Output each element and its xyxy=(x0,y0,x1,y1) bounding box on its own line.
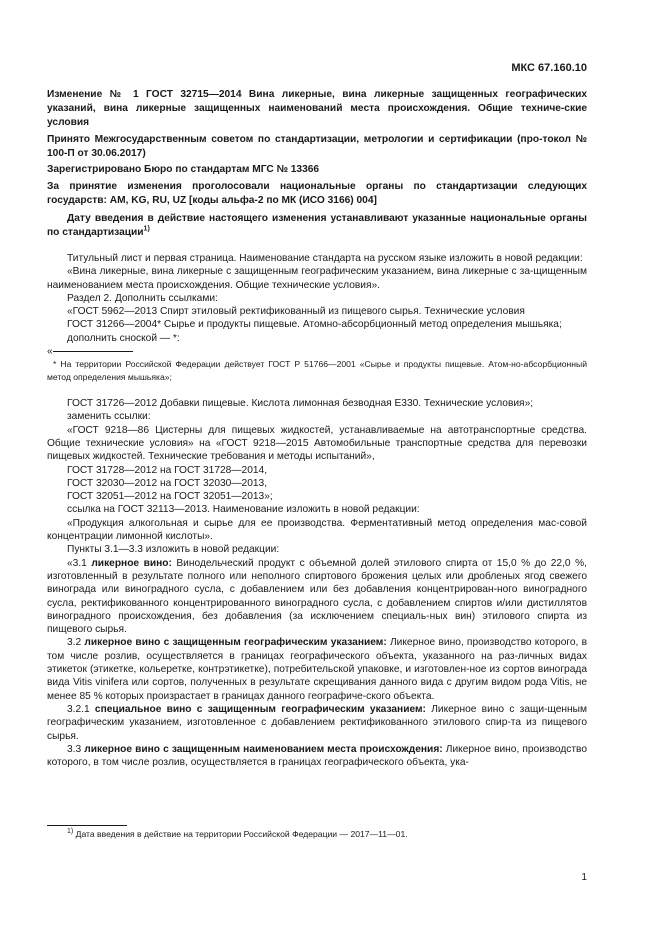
paragraph: Раздел 2. Дополнить ссылками: xyxy=(67,292,218,304)
term-number: 3.2.1 xyxy=(67,703,95,715)
term-name: ликерное вино с защищенным наименованием места происхождения: xyxy=(84,743,443,755)
paragraph: «Вина ликерные, вина ликерные с защищенным географическим указанием, вина ликерные с за-щищенным наименованием места происхождения. Общие технические условия». xyxy=(47,266,587,291)
definition-3-2-1 xyxy=(47,703,587,743)
mks-code: МКС 67.160.10 xyxy=(511,62,587,74)
footnote-separator-line xyxy=(47,825,127,826)
paragraph: «ГОСТ 5962—2013 Спирт этиловый ректификованный из пищевого сырья. Технические условия xyxy=(67,306,525,318)
paragraph: заменить ссылки: xyxy=(67,411,151,423)
adopted-statement: Принято Межгосударственным советом по стандартизации, метрологии и сертификации (про-токол № 100-П от 30.06.2017) xyxy=(47,134,587,159)
footnote-reference: 1) xyxy=(143,225,150,233)
paragraph: дополнить сноской — *: xyxy=(67,332,180,344)
paragraph: «Продукция алкогольная и сырье для ее производства. Ферментативный метод определения мас-совой концентрации лимонной кислоты». xyxy=(47,517,587,543)
term-name: ликерное вино с защищенным географическим указанием: xyxy=(84,637,387,649)
page-footnote xyxy=(67,829,408,839)
term-definition: Ликерное вино, производство которого, в том числе розлив, осуществляется в границах географического объекта, ука- xyxy=(47,743,587,769)
change-title: Изменение № 1 ГОСТ 32715—2014 Вина ликерные, вина ликерные защищенных географических указаний, вина ликерные защищенных наименований места происхождения. Общие техниче-ские условия xyxy=(47,89,587,128)
definition-3-3 xyxy=(47,743,587,770)
term-definition: Винодельческий продукт с объемной долей этилового спирта от 15,0 % до 22,0 %, изготовленный в результате полного или неполного спиртового брожения целых или дробленых ягод свежего винограда или виноградного сусла, с добавлением или без добавления концентрирован-ного виноградного сусла, ректификованного концентрированного виноградного сусла, с добавлением спиртов и/или дистиллятов виноградного происхождения, без добавления (за исключением специаль-ных вин) этилового спирта из пищевого сырья. xyxy=(47,557,587,636)
definition-3-2 xyxy=(47,636,587,702)
footnote-quote-mark: « xyxy=(47,346,53,358)
footnote-mark: 1) xyxy=(67,828,74,836)
introduction-date-text: Дату введения в действие настоящего изменения устанавливают указанные национальные органы по стандартизации xyxy=(47,213,587,238)
term-number: 3.2 xyxy=(67,637,85,649)
footnote-text: * На территории Российской Федерации действует ГОСТ Р 51766—2001 «Сырье и продукты пищевые. Атом-но-абсорбционный метод определения мышьяка»; xyxy=(47,359,587,383)
paragraph: ГОСТ 31266—2004* Сырье и продукты пищевые. Атомно-абсорбционный метод определения мышьяка; xyxy=(67,319,562,331)
paragraph: ГОСТ 32051—2012 на ГОСТ 32051—2013»; xyxy=(67,491,273,503)
term-name: специальное вино с защищенным географическим указанием: xyxy=(94,703,426,715)
term-number: 3.3 xyxy=(67,743,85,755)
paragraph: Пункты 3.1—3.3 изложить в новой редакции: xyxy=(67,544,280,556)
paragraph: ГОСТ 31728—2012 на ГОСТ 31728—2014, xyxy=(67,464,268,476)
page-number: 1 xyxy=(581,872,587,883)
paragraph: ГОСТ 32030—2012 на ГОСТ 32030—2013, xyxy=(67,477,268,489)
footnote-separator-row xyxy=(47,345,587,358)
document-body xyxy=(47,252,587,769)
paragraph: Титульный лист и первая страница. Наименование стандарта на русском языке изложить в новой редакции: xyxy=(67,253,583,264)
paragraph: ссылка на ГОСТ 32113—2013. Наименование изложить в новой редакции: xyxy=(67,504,420,516)
term-number: «3.1 xyxy=(67,557,92,569)
footnote-separator-line xyxy=(53,351,133,352)
definition-3-1 xyxy=(47,557,587,637)
voting-statement: За принятие изменения проголосовали национальные органы по стандартизации следующих государств: AM, KG, RU, UZ [коды альфа-2 по МК (ИСО 3166) 004] xyxy=(47,181,587,206)
registration-statement: Зарегистрировано Бюро по стандартам МГС № 13366 xyxy=(47,164,320,175)
term-definition: Ликерное вино с защи-щенным географическим указанием, изготовленное с добавлением ректификованного этилового спир-та из пищевого сырья. xyxy=(47,703,587,742)
paragraph: «ГОСТ 9218—86 Цистерны для пищевых жидкостей, устанавливаемые на автотранспортные средства. Общие технические условия» на «ГОСТ 9218—2015 Автомобильные транспортные средства для перевозки пищевых жидкостей. Технические требования и методы испытаний», xyxy=(47,424,587,463)
term-name: ликерное вино: xyxy=(91,557,172,569)
paragraph: ГОСТ 31726—2012 Добавки пищевые. Кислота лимонная безводная Е330. Технические условия»; xyxy=(67,398,534,410)
introduction-date-statement xyxy=(47,212,587,240)
term-definition: Ликерное вино, производство которого, в том числе розлив, осуществляется в границах географического объекта, указанного на раз-личных видах этикеток (этикетке, кольеретке, контрэтикетке), потребительской упаковке, и изготовлен-ное из сортов винограда вида Vitis vinifera или сортов, полученных в результате скрещивания данного вида с другим видом рода Vitis, не менее 85 % которых произрастает в границах данного географиче-ского объекта. xyxy=(47,637,588,702)
footnote-text: Дата введения в действие на территории Российской Федерации — 2017—11—01. xyxy=(75,829,408,839)
inline-footnote xyxy=(47,345,587,384)
